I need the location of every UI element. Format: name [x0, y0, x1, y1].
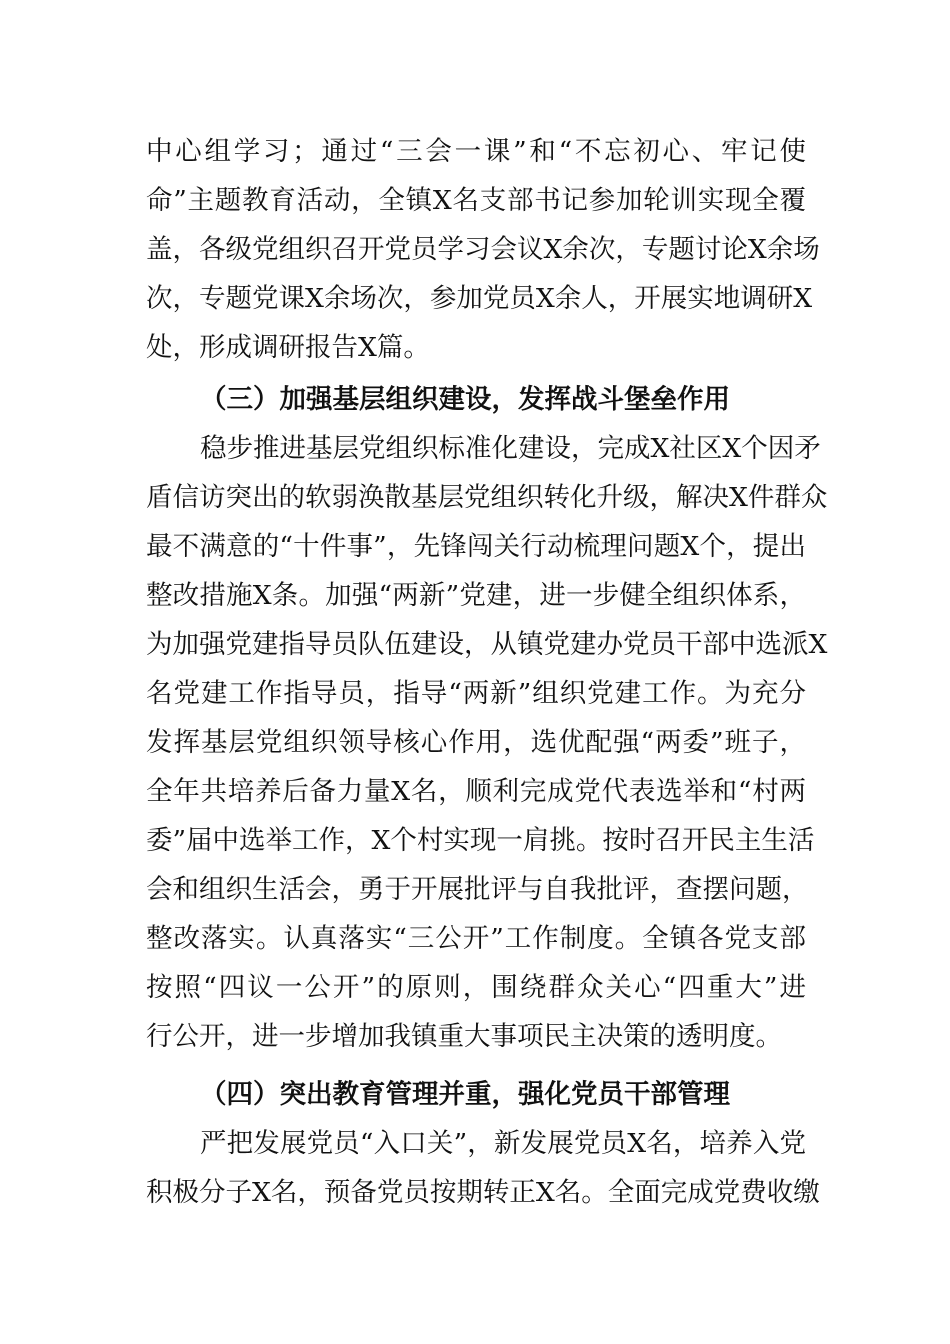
paragraph-2-line-3: 最不满意的“十件事”，先锋闯关行动梳理问题X个，提出 [146, 531, 806, 562]
section-heading-4: （四）突出教育管理并重，强化党员干部管理 [200, 1079, 730, 1110]
paragraph-2-line-6: 名党建工作指导员，指导“两新”组织党建工作。为充分 [146, 678, 806, 709]
paragraph-2-line-5: 为加强党建指导员队伍建设，从镇党建办党员干部中选派X [146, 629, 828, 660]
paragraph-3-line-1: 严把发展党员“入口关”，新发展党员X名，培养入党 [200, 1128, 806, 1159]
section-heading-3: （三）加强基层组织建设，发挥战斗堡垒作用 [200, 384, 730, 415]
paragraph-2-line-7: 发挥基层党组织领导核心作用，选优配强“两委”班子， [146, 727, 806, 758]
paragraph-1-line-3: 盖，各级党组织召开党员学习会议X余次，专题讨论X余场 [146, 234, 820, 265]
paragraph-2-line-10: 会和组织生活会，勇于开展批评与自我批评，查摆问题， [146, 874, 809, 905]
paragraph-2-line-2: 盾信访突出的软弱涣散基层党组织转化升级，解决X件群众 [146, 482, 828, 513]
paragraph-2-line-1: 稳步推进基层党组织标准化建设，完成X社区X个因矛 [200, 433, 821, 464]
paragraph-1-line-4: 次，专题党课X余场次，参加党员X余人，开展实地调研X [146, 283, 813, 314]
paragraph-2-line-4: 整改措施X条。加强“两新”党建，进一步健全组织体系， [146, 580, 806, 611]
paragraph-2-line-12: 按照“四议一公开”的原则，围绕群众关心“四重大”进 [146, 972, 806, 1003]
paragraph-2-line-13: 行公开，进一步增加我镇重大事项民主决策的透明度。 [146, 1021, 782, 1052]
paragraph-2-line-11: 整改落实。认真落实“三公开”工作制度。全镇各党支部 [146, 923, 806, 954]
paragraph-1-line-5: 处，形成调研报告X篇。 [146, 332, 430, 363]
paragraph-1-line-1: 中心组学习；通过“三会一课”和“不忘初心、牢记使 [146, 136, 806, 167]
paragraph-3-line-2: 积极分子X名，预备党员按期转正X名。全面完成党费收缴 [146, 1177, 820, 1208]
paragraph-1-line-2: 命”主题教育活动，全镇X名支部书记参加轮训实现全覆 [146, 185, 806, 216]
paragraph-2-line-9: 委”届中选举工作，X个村实现一肩挑。按时召开民主生活 [146, 825, 815, 856]
paragraph-2-line-8: 全年共培养后备力量X名，顺利完成党代表选举和“村两 [146, 776, 806, 807]
